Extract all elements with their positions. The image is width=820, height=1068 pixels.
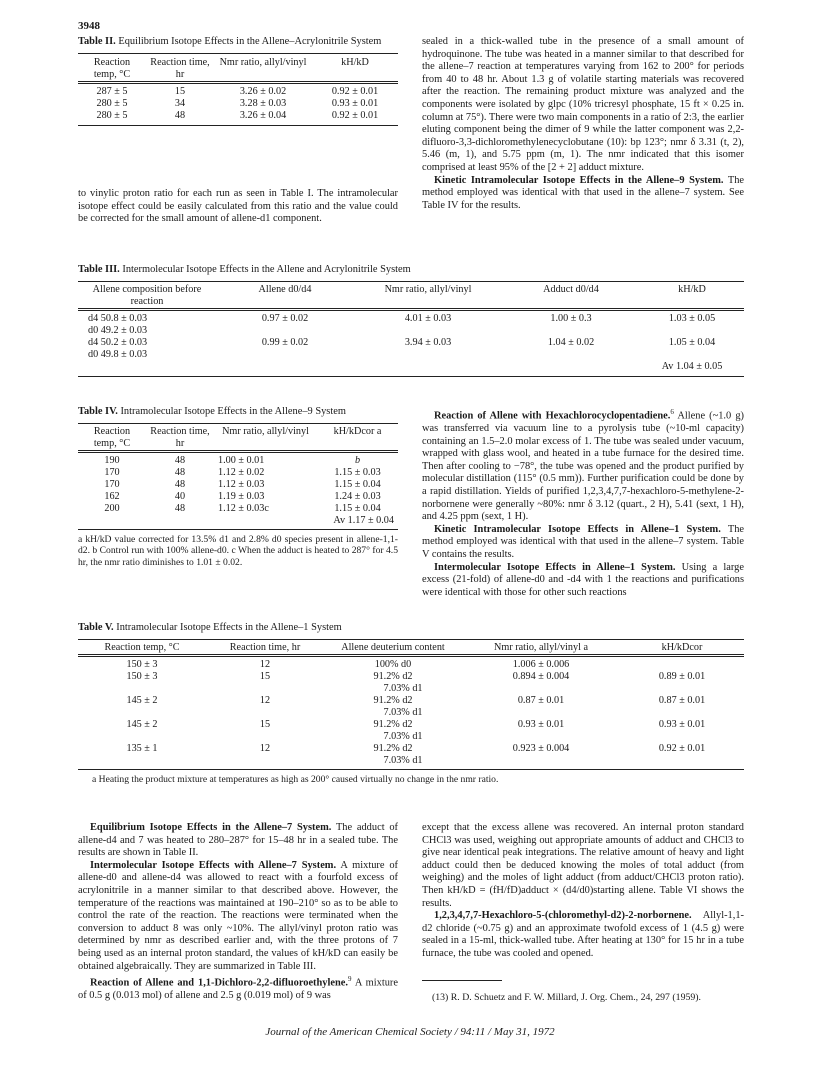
table-cell: 1.04 ± 0.02 <box>547 336 595 348</box>
table-row <box>78 361 744 377</box>
table-cell: b <box>354 454 361 466</box>
table-cell: 145 ± 2 <box>126 718 158 730</box>
section-heading: Reaction of Allene with Hexachlorocyclopentadiene. <box>434 410 671 422</box>
section-heading: Kinetic Intramolecular Isotope Effects in the Allene–9 System. <box>434 174 724 186</box>
table3-average: Av 1.04 ± 0.05 <box>661 360 723 372</box>
table-cell: d0 49.8 ± 0.03 <box>88 348 148 360</box>
table-cell: d0 49.2 ± 0.03 <box>88 324 148 336</box>
table4-title: Intramolecular Isotope Effects in the Allene–9 System <box>120 406 346 417</box>
table4-label: Table IV. <box>78 406 118 417</box>
section-heading: Kinetic Intramolecular Isotope Effects in Allene–1 System. <box>434 523 721 535</box>
table4-header: kH/kDcor a <box>333 425 382 437</box>
table4-block <box>78 406 398 568</box>
table3-label: Table III. <box>78 264 120 275</box>
table2-header: Nmr ratio, allyl/vinyl <box>219 56 307 68</box>
left-paragraph-1 <box>78 188 398 226</box>
table-cell: 162 <box>104 490 120 502</box>
table-cell: 0.87 ± 0.01 <box>658 694 706 706</box>
table-row <box>78 683 744 695</box>
table-cell: 0.87 ± 0.01 <box>517 694 565 706</box>
table-cell <box>620 659 744 671</box>
table3-header: Allene composition before reaction <box>92 283 202 307</box>
table-cell: d4 50.2 ± 0.03 <box>88 336 148 348</box>
table-cell: 0.923 ± 0.004 <box>512 742 570 754</box>
body-text-span: The adduct of allene-d4 and 7 was heated to 280–287° for 15–48 hr in a sealed tube. The results are shown in Table II. <box>78 822 399 859</box>
table-cell: 48 <box>174 454 186 466</box>
table3-header: Adduct d0/d4 <box>543 283 599 295</box>
table-cell: 1.03 ± 0.05 <box>668 312 716 324</box>
body-text <box>78 860 398 973</box>
bottom-right-column <box>422 822 744 961</box>
table5-block <box>78 622 744 785</box>
table-cell: 48 <box>174 466 186 478</box>
table4-average: Av 1.17 ± 0.04 <box>333 514 394 526</box>
body-text <box>422 175 744 213</box>
bottom-left-column <box>78 822 398 1003</box>
table4-footnote: a kH/kD value corrected for 13.5% d1 and 2.8% d0 species present in allene-1,1-d2. b Control run with 100% allene-d0. c When the adduct is heated to 287° for 4.5 hr, the nmr ratio diminishes to 1.01 ± 0.02. <box>78 533 398 568</box>
page-number: 3948 <box>78 20 100 32</box>
table-row <box>78 671 744 683</box>
table-cell: 0.89 ± 0.01 <box>658 670 706 682</box>
table-cell: 48 <box>174 109 186 121</box>
table-cell: 3.28 ± 0.03 <box>239 97 287 109</box>
table-row <box>78 659 744 671</box>
table-cell: 1.00 ± 0.3 <box>550 312 592 324</box>
table-cell: 135 ± 1 <box>126 742 158 754</box>
table-cell: 150 ± 3 <box>126 670 158 682</box>
table-cell: 1.15 ± 0.03 <box>334 466 381 478</box>
table-cell: 145 ± 2 <box>126 694 158 706</box>
table-cell: 1.12 ± 0.03c <box>218 502 269 514</box>
body-text <box>78 973 398 1003</box>
right-column-top <box>422 36 744 212</box>
body-text: sealed in a thick-walled tube in the presence of a small amount of hydroquinone. The tube was heated in a manner similar to that described for the allene–7 reaction at temperatures varying from 162 to 200° for periods from 40 to 48 hr. About 1.3 g of volatile starting materials was recovered after the reaction. The remaining product mixture was analyzed and the components were isolated by glpc (10% tricresyl phosphate, 15 ft × 0.25 in. column at 75°). There were two main components in a ratio of 2:3, the earlier eluting component being the dimer of 9 while the latter component was 2,2-difluoro-3,3-dichloromethylenecyclobutane (10): bp 123°; nmr δ 3.31 (t, 2), 5.46 (m, 1), and 5.75 ppm (m, 1). The nmr indicated that this isomer comprised at least 95% of the [2 + 2] adduct mixture. <box>422 36 744 173</box>
table-cell: 7.03% d1 <box>383 682 423 694</box>
table-cell: 100% d0 <box>374 658 412 670</box>
reference-superscript: 6 <box>670 408 674 416</box>
table4-caption <box>78 406 398 419</box>
table3-header: Allene d0/d4 <box>258 283 312 295</box>
table5-caption <box>78 622 744 635</box>
table-cell: 34 <box>174 97 186 109</box>
table-cell: 15 <box>259 718 271 730</box>
section-heading: Intermolecular Isotope Effects with Allene–7 System. <box>90 859 337 871</box>
body-text <box>422 524 744 562</box>
table-cell: 0.92 ± 0.01 <box>331 109 379 121</box>
table-cell: 1.24 ± 0.03 <box>334 490 381 502</box>
table-cell: 1.12 ± 0.03 <box>218 478 265 490</box>
table-row <box>78 731 744 743</box>
table5-title: Intramolecular Isotope Effects in the Allene–1 System <box>116 622 342 633</box>
table-cell: 4.01 ± 0.03 <box>404 312 452 324</box>
table-cell: 1.15 ± 0.04 <box>334 502 381 514</box>
table5-header: Nmr ratio, allyl/vinyl a <box>494 641 588 653</box>
table-cell: 287 ± 5 <box>96 85 128 97</box>
table2-header: kH/kD <box>341 56 369 68</box>
table5-header: Reaction time, hr <box>229 641 301 653</box>
table-cell: 0.93 ± 0.01 <box>658 718 706 730</box>
table-cell: 15 <box>174 85 186 97</box>
table2-block <box>78 36 398 126</box>
table3-title: Intermolecular Isotope Effects in the Allene and Acrylonitrile System <box>122 264 411 275</box>
table-cell: d4 50.8 ± 0.03 <box>88 312 148 324</box>
table-cell: 280 ± 5 <box>96 109 128 121</box>
table-cell: 1.006 ± 0.006 <box>512 658 570 670</box>
table-cell: 0.92 ± 0.01 <box>331 85 379 97</box>
table5 <box>78 639 744 770</box>
table-cell: 3.26 ± 0.04 <box>239 109 287 121</box>
table-cell: 48 <box>174 478 186 490</box>
table-row <box>78 86 398 98</box>
table-row <box>78 515 398 530</box>
table-cell: 12 <box>259 658 271 670</box>
table-row <box>78 455 398 467</box>
table-row <box>78 719 744 731</box>
table-cell: 40 <box>174 490 186 502</box>
table-cell: 0.97 ± 0.02 <box>261 312 309 324</box>
body-text: to vinylic proton ratio for each run as seen in Table I. The intramolecular isotope effect could be easily calculated from this ratio and the value could be corrected for the small amount of allene-d1 component. <box>78 188 398 225</box>
table-row <box>78 325 744 337</box>
table5-footnote: a Heating the product mixture at temperatures as high as 200° caused virtually no change in the nmr ratio. <box>92 773 499 785</box>
section-heading: Intermolecular Isotope Effects in Allene–1 System. <box>434 561 676 573</box>
table-row <box>78 98 398 110</box>
journal-footer: Journal of the American Chemical Society / 94:11 / May 31, 1972 <box>265 1026 555 1038</box>
table-cell: 170 <box>104 478 120 490</box>
table-cell: 280 ± 5 <box>96 97 128 109</box>
table-cell: 48 <box>174 502 186 514</box>
table-row <box>78 467 398 479</box>
table-row <box>78 503 398 515</box>
table-row <box>78 695 744 707</box>
body-text <box>422 910 744 960</box>
table-cell: 91.2% d2 <box>373 742 413 754</box>
table-cell: 0.92 ± 0.01 <box>658 742 706 754</box>
table-cell: 200 <box>104 502 120 514</box>
table3 <box>78 281 744 377</box>
table-cell: 1.05 ± 0.04 <box>668 336 716 348</box>
body-text-span: A mixture of 0.5 g (0.013 mol) of allene and 2.5 g (0.019 mol) of 9 was <box>78 977 398 1002</box>
body-text-span: The method employed was identical with that used in the allene–7 system. Table V contains the results. <box>422 523 744 560</box>
table2-caption <box>78 36 398 49</box>
table-cell: 7.03% d1 <box>383 706 423 718</box>
table-cell: 0.894 ± 0.004 <box>512 670 570 682</box>
table-cell: 12 <box>259 742 271 754</box>
table-cell: 150 ± 3 <box>126 658 158 670</box>
table-row <box>78 491 398 503</box>
table-cell: 0.99 ± 0.02 <box>261 336 309 348</box>
table-cell: 170 <box>104 466 120 478</box>
table-cell: 15 <box>259 670 271 682</box>
table-cell: 1.12 ± 0.02 <box>218 466 265 478</box>
table2 <box>78 53 398 126</box>
table3-header: kH/kD <box>678 283 706 295</box>
table-cell: 3.94 ± 0.03 <box>404 336 452 348</box>
body-text-span: Allyl-1,1-d2 chloride (~0.75 g) and an approximate twofold excess of 1 (4.5 g) were sealed in a 15-ml, thick-walled tube. After heating at 130° for 15 hr in a tube furnace, the tube was cooled and opened. <box>422 910 744 959</box>
table4-header: Reaction time, hr <box>150 425 210 449</box>
body-text <box>78 822 398 860</box>
section-heading: Reaction of Allene and 1,1-Dichloro-2,2-difluoroethylene. <box>90 977 348 989</box>
table4 <box>78 423 398 530</box>
table5-header: kH/kDcor <box>661 641 703 653</box>
table-row <box>78 479 398 491</box>
table3-caption <box>78 264 744 277</box>
table-row <box>78 337 744 349</box>
table3-header: Nmr ratio, allyl/vinyl <box>384 283 472 295</box>
table-cell: 3.26 ± 0.02 <box>239 85 287 97</box>
body-text <box>422 562 744 600</box>
table-cell: 0.93 ± 0.01 <box>517 718 565 730</box>
table-row <box>78 707 744 719</box>
table-cell: 0.93 ± 0.01 <box>331 97 379 109</box>
section-heading: Equilibrium Isotope Effects in the Allene–7 System. <box>90 822 332 833</box>
section-heading: 1,2,3,4,7,7-Hexachloro-5-(chloromethyl-d2)-2-norbornene. <box>434 910 692 922</box>
table-cell: 1.19 ± 0.03 <box>218 490 265 502</box>
right-column-middle <box>422 406 744 599</box>
table-row <box>78 349 744 361</box>
table5-header: Reaction temp, °C <box>104 641 180 653</box>
table5-label: Table V. <box>78 622 114 633</box>
table-cell: 1.15 ± 0.04 <box>334 478 381 490</box>
reference-divider <box>422 980 502 981</box>
reference-13: (13) R. D. Schuetz and F. W. Millard, J. Org. Chem., 24, 297 (1959). <box>432 992 701 1003</box>
reference-superscript: 9 <box>347 975 352 984</box>
table-row <box>78 110 398 126</box>
table-cell: 91.2% d2 <box>373 694 413 706</box>
table2-header: Reaction temp, °C <box>93 56 131 80</box>
table3-block <box>78 264 744 377</box>
table-row <box>78 755 744 770</box>
body-text-span: Using a large excess (21-fold) of allene-d0 and -d4 with 1 the reactions and purifications were identical with those for other such reactions <box>422 561 744 598</box>
table2-title: Equilibrium Isotope Effects in the Allene–Acrylonitrile System <box>118 36 382 47</box>
table-cell: 1.00 ± 0.01 <box>218 454 265 466</box>
body-text-span: The method employed was identical with that used in the allene–7 system. See Table IV for the results. <box>422 174 744 211</box>
table-cell: 7.03% d1 <box>383 730 423 742</box>
table2-label: Table II. <box>78 36 116 47</box>
table-cell: 12 <box>259 694 271 706</box>
body-text-span: A mixture of allene-d0 and allene-d4 was allowed to react with a fourfold excess of acrylonitrile in a manner similar to that described above. However, the temperature of the reactions was maintained at 190–210° so as to be able to control the rate of the reaction. The reactions were terminated when the conversion to adduct 8 was only ~10%. The allyl/vinyl proton ratio was determined by nmr as described earlier and, with the three protons of 7 being used as an internal proton standard, the values of kH/kD can easily be obtained algebraically. They are summarized in Table III. <box>78 859 398 972</box>
body-text-span: Allene (~1.0 g) was transferred via vacuum line to a pyrolysis tube (~10-ml capacity) containing an 1.5–2.0 molar excess of 1. The tube was sealed under vacuum, wrapped with glass wool, and heated in a tube furnace for the desired time. Then after cooling to −78°, the tube was opened and the product purified by molecular distillation (115° (0.5 mm)). Further purification could be done by a rapid distillation. Yields of purified 1,2,3,4,7,7-hexachloro-5-methylene-2-norbornene were generally ~80%: nmr δ 3.12 (quart., 2 H), 5.41 (sext, 1 H), and 4.25 ppm (sext, 1 H). <box>422 410 744 523</box>
table-cell: 91.2% d2 <box>373 670 413 682</box>
table-cell: 190 <box>104 454 120 466</box>
body-text: except that the excess allene was recovered. An internal proton standard CHCl3 was used, weighing out appropriate amounts of adduct and CHCl3 to give near identical peak integrations. The relative amount of heavy and light adduct could then be deduced knowing the moles of total adduct (from weighing) and the moles of light adduct (from adduct/CHCl3 proton ratio). Then kH/kD = (fH/fD)adduct × (d4/d0)starting allene. Table VI shows the results. <box>422 822 744 909</box>
table-row <box>78 313 744 325</box>
table-cell: 7.03% d1 <box>383 754 423 766</box>
table5-header: Allene deuterium content <box>341 641 445 653</box>
table-row <box>78 743 744 755</box>
table-cell: 91.2% d2 <box>373 718 413 730</box>
table2-header: Reaction time, hr <box>150 56 210 80</box>
table4-header: Reaction temp, °C <box>93 425 131 449</box>
body-text <box>422 406 744 524</box>
table4-header: Nmr ratio, allyl/vinyl <box>222 425 309 437</box>
